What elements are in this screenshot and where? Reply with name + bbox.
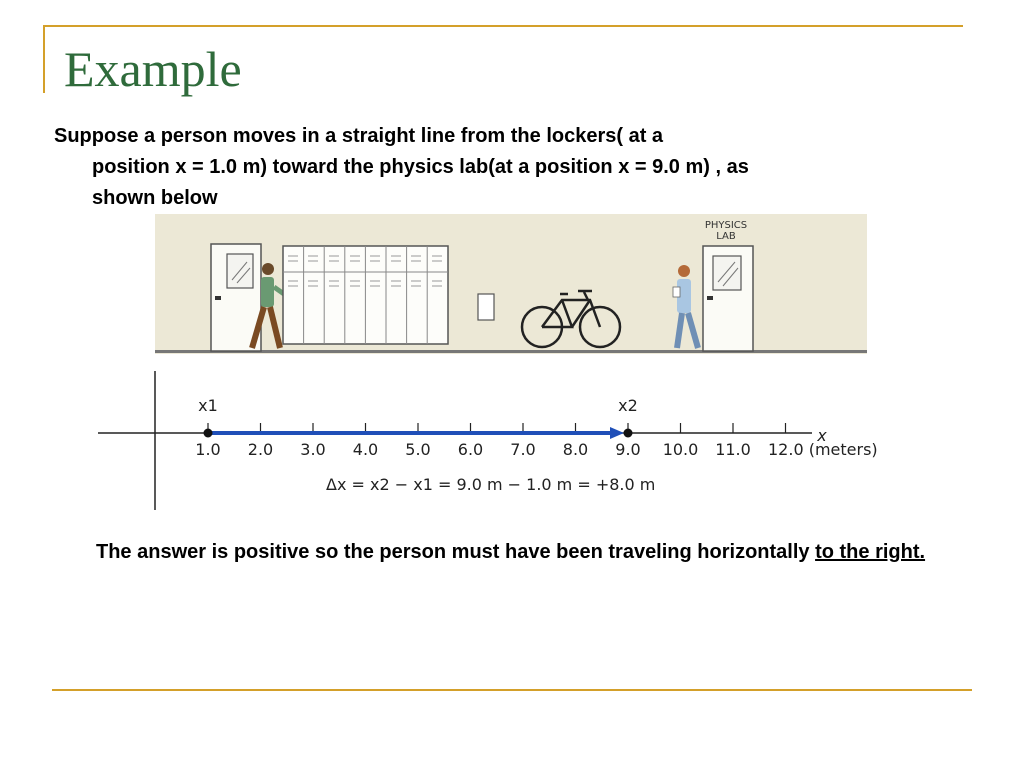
- x1-label: x1: [198, 396, 218, 415]
- intro-line-2: position x = 1.0 m) toward the physics lab(at a position x = 9.0 m) , as: [92, 156, 749, 178]
- end-point-marker: [624, 429, 633, 438]
- conclusion-emphasis: to the right.: [815, 541, 926, 563]
- tick-label: 12.0 (meters): [768, 440, 878, 459]
- displacement-arrowhead: [610, 427, 624, 439]
- tick-label: 10.0: [662, 440, 699, 459]
- axis-x-label: x: [817, 426, 827, 445]
- intro-line-1: Suppose a person moves in a straight line from the lockers( at a: [54, 125, 664, 147]
- slide-title: Example: [64, 41, 242, 97]
- tick-label: 6.0: [457, 440, 484, 459]
- tick-label: 9.0: [615, 440, 641, 459]
- tick-label: 5.0: [405, 440, 431, 459]
- tick-label: 4.0: [352, 440, 379, 459]
- tick-labels: [195, 440, 877, 459]
- physics-lab-sign-line2: LAB: [716, 231, 736, 242]
- tick-label: 11.0: [715, 440, 751, 459]
- start-point-marker: [204, 429, 213, 438]
- physics-lab-sign-line1: PHYSICS: [704, 220, 748, 231]
- x2-label: x2: [618, 396, 638, 415]
- tick-label: 1.0: [195, 440, 221, 459]
- tick-label: 8.0: [562, 440, 589, 459]
- conclusion-text: The answer is positive so the person must have been traveling horizontally: [96, 541, 816, 563]
- tick-label: 3.0: [300, 440, 326, 459]
- conclusion-paragraph: [96, 537, 956, 567]
- tick-label: 2.0: [247, 440, 274, 459]
- intro-line-3: shown below: [92, 187, 218, 209]
- displacement-equation: Δx = x2 − x1 = 9.0 m − 1.0 m = +8.0 m: [326, 475, 656, 494]
- tick-label: 7.0: [510, 440, 536, 459]
